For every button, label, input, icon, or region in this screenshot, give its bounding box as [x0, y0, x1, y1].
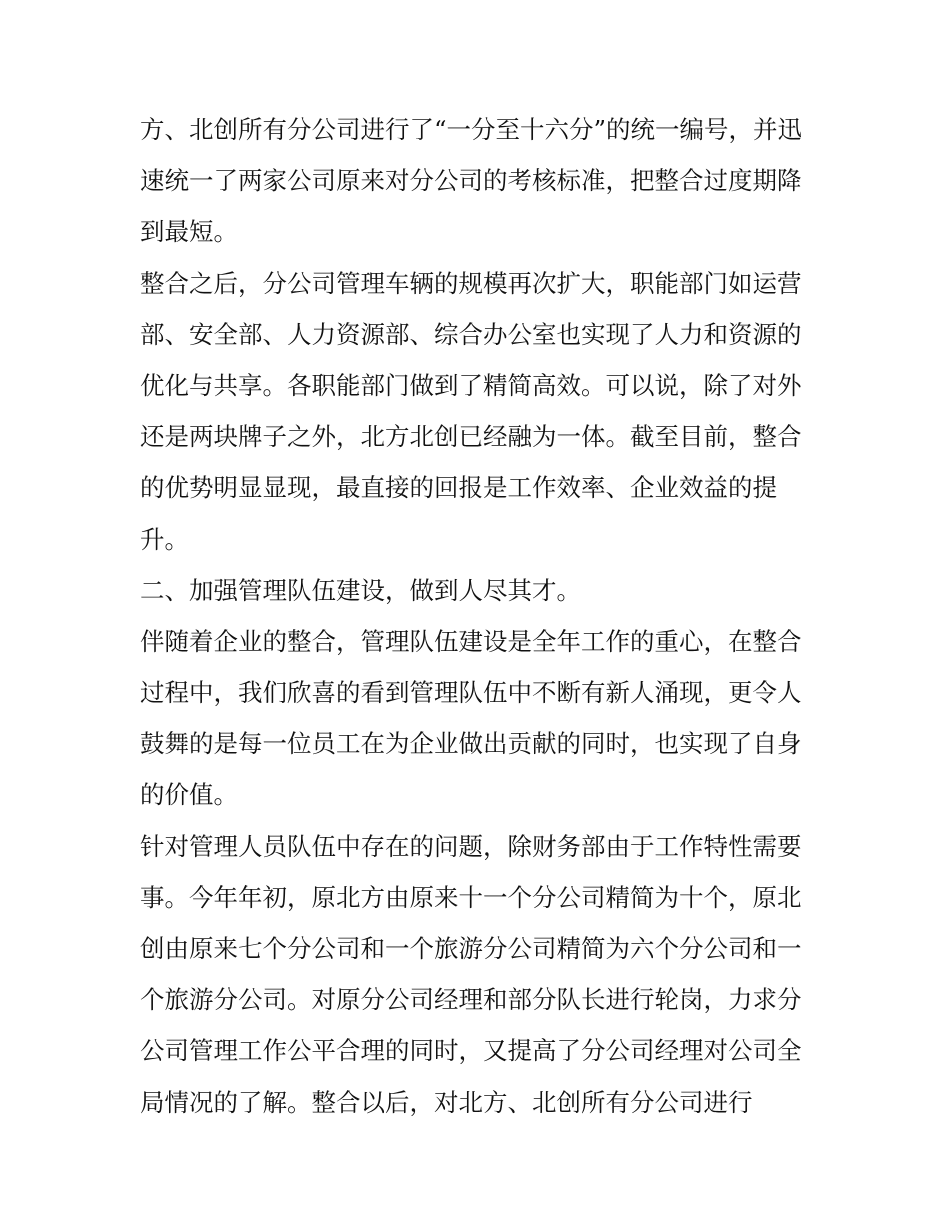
text-line: 公司管理工作公平合理的同时，又提高了分公司经理对公司全 — [140, 1036, 802, 1066]
text-line: 部、安全部、人力资源部、综合办公室也实现了人力和资源的 — [140, 319, 802, 349]
text-line: 整合之后，分公司管理车辆的规模再次扩大，职能部门如运营 — [140, 268, 802, 298]
text-line: 方、北创所有分公司进行了“一分至十六分”的统一编号，并迅 — [140, 115, 803, 144]
text-line: 过程中，我们欣喜的看到管理队伍中不断有新人涌现，更令人 — [140, 678, 802, 708]
text-line: 升。 — [140, 524, 189, 554]
text-line: 针对管理人员队伍中存在的问题，除财务部由于工作特性需要 — [140, 831, 802, 861]
body-text — [140, 104, 820, 1128]
text-line: 伴随着企业的整合，管理队伍建设是全年工作的重心，在整合 — [140, 626, 802, 656]
text-line: 局情况的了解。整合以后，对北方、北创所有分公司进行 — [140, 1087, 753, 1117]
text-line: 的价值。 — [140, 780, 238, 810]
text-line: 还是两块牌子之外，北方北创已经融为一体。截至目前，整合 — [140, 422, 802, 452]
section-heading: 二、加强管理队伍建设，做到人尽其才。 — [140, 575, 581, 605]
text-line: 创由原来七个分公司和一个旅游分公司精简为六个分公司和一 — [140, 934, 802, 963]
text-line: 个旅游分公司。对原分公司经理和部分队长进行轮岗，力求分 — [140, 985, 802, 1015]
text-line: 优化与共享。各职能部门做到了精简高效。可以说，除了对外 — [140, 370, 802, 400]
text-line: 速统一了两家公司原来对分公司的考核标准，把整合过度期降 — [140, 166, 802, 196]
text-line: 事。今年年初，原北方由原来十一个分公司精简为十个，原北 — [140, 882, 802, 912]
text-line: 鼓舞的是每一位员工在为企业做出贡献的同时，也实现了自身 — [140, 729, 802, 759]
text-line: 的优势明显显现，最直接的回报是工作效率、企业效益的提 — [140, 473, 777, 503]
text-line: 到最短。 — [140, 217, 238, 247]
